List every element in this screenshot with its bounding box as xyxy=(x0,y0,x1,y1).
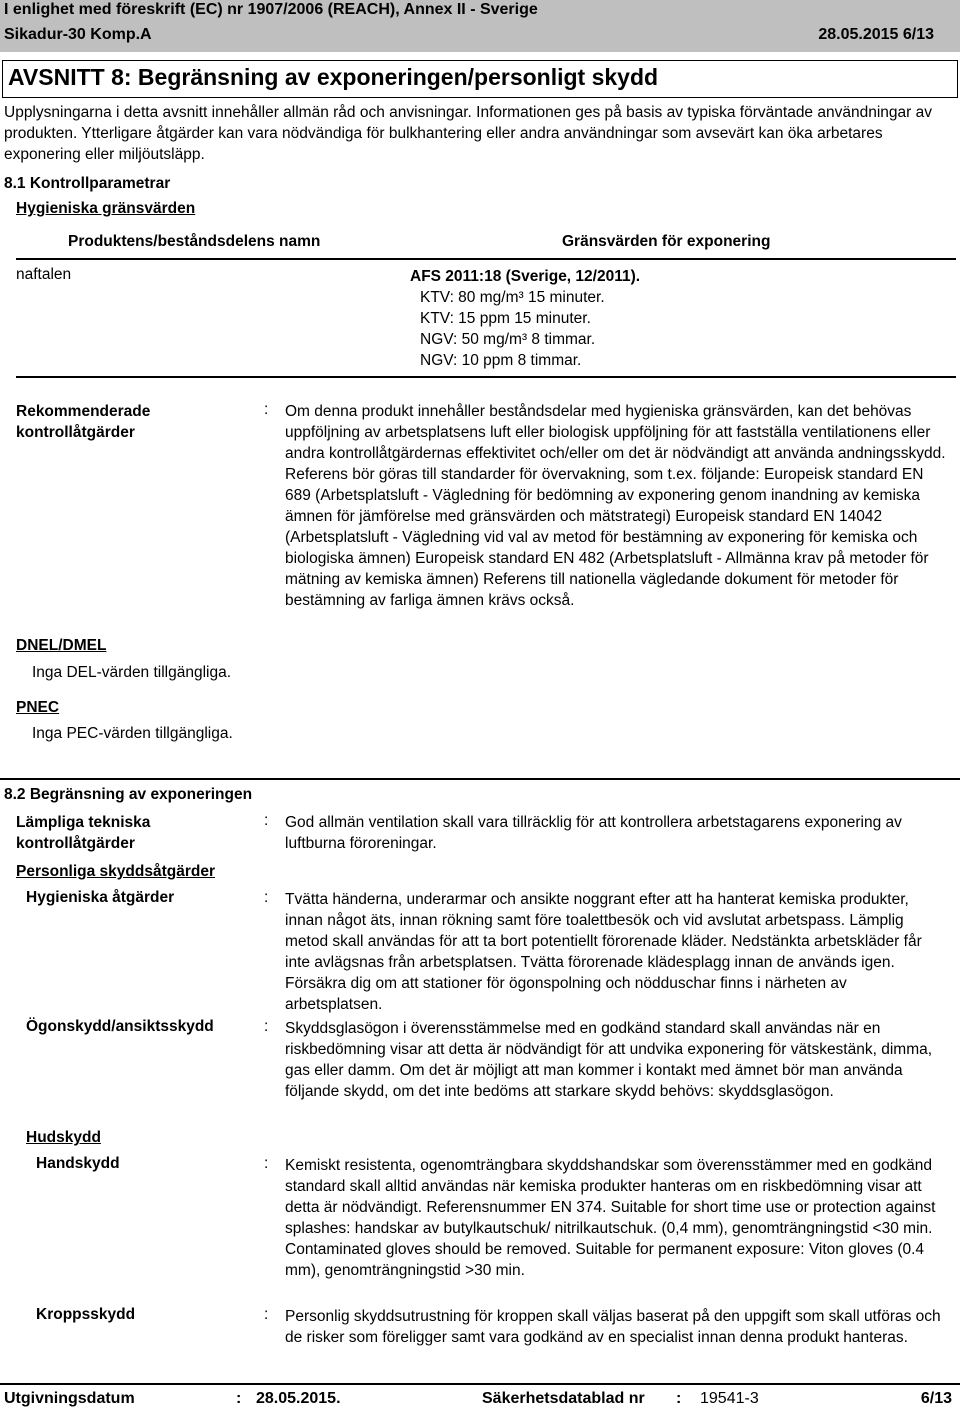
personal-protection-heading: Personliga skyddsåtgärder xyxy=(16,863,215,880)
colon: : xyxy=(264,1155,269,1172)
colon: : xyxy=(264,1306,269,1323)
hand-protection-label: Handskydd xyxy=(36,1155,120,1172)
section-divider xyxy=(0,778,960,780)
heading-8-1: 8.1 Kontrollparametrar xyxy=(4,175,171,192)
limit-value: NGV: 10 ppm 8 timmar. xyxy=(420,352,582,369)
issue-date-value: 28.05.2015. xyxy=(256,1390,341,1407)
colon: : xyxy=(236,1390,242,1407)
hygiene-measures-label: Hygieniska åtgärder xyxy=(26,889,175,906)
colon: : xyxy=(264,812,269,829)
body-protection-text: Personlig skyddsutrustning för kroppen skall väljas baserat på den uppgift som skall utföras och de risker som föreligger samt vara godkänd av en specialist innan denna produkt hanteras. xyxy=(285,1308,941,1346)
section-title: AVSNITT 8: Begränsning av exponeringen/personligt skydd xyxy=(8,64,659,90)
footer-page-number: 6/13 xyxy=(920,1390,952,1407)
pnec-text: Inga PEC-värden tillgängliga. xyxy=(32,725,233,742)
technical-controls-text: God allmän ventilation skall vara tillräcklig för att kontrollera arbetstagarens exponering av luftburna föroreningar. xyxy=(285,814,902,852)
skin-protection-heading: Hudskydd xyxy=(26,1129,101,1146)
table-header-rule xyxy=(16,258,956,260)
eye-protection-label: Ögonskydd/ansiktsskydd xyxy=(26,1018,214,1035)
sds-number-label: Säkerhetsdatablad nr xyxy=(482,1390,645,1407)
table-header-limits: Gränsvärden för exponering xyxy=(562,233,771,250)
dnel-text: Inga DEL-värden tillgängliga. xyxy=(32,664,232,681)
label-line: kontrollåtgärder xyxy=(16,835,135,852)
recommended-controls-label xyxy=(16,401,150,443)
hygiene-limits-heading: Hygieniska gränsvärden xyxy=(16,200,196,217)
table-header-name: Produktens/beståndsdelens namn xyxy=(68,233,321,250)
heading-8-2: 8.2 Begränsning av exponeringen xyxy=(4,786,253,803)
header-date-page: 28.05.2015 6/13 xyxy=(818,26,934,43)
regulation-title: I enlighet med föreskrift (EC) nr 1907/2006 (REACH), Annex II - Sverige xyxy=(4,1,538,18)
colon: : xyxy=(676,1390,682,1407)
dnel-heading: DNEL/DMEL xyxy=(16,637,107,654)
limit-source: AFS 2011:18 (Sverige, 12/2011). xyxy=(410,268,641,285)
table-bottom-rule xyxy=(16,376,956,378)
issue-date-label: Utgivningsdatum xyxy=(4,1390,135,1407)
pnec-heading: PNEC xyxy=(16,699,60,716)
limit-value: KTV: 80 mg/m³ 15 minuter. xyxy=(420,289,605,306)
footer-rule xyxy=(0,1383,960,1385)
hand-protection-text: Kemiskt resistenta, ogenomträngbara skyddshandskar som överensstämmer med en godkänd standard skall alltid användas när kemiska produkter hanteras om en riskbedömning visar att detta är nödvändigt. Referensnummer EN 374. Suitable for short time use or protection against splashes: handskar av butylkautschuk/ nitrilkautschuk. (0,4 mm), genomträngningstid <30 min. Contaminated gloves should be removed. Suitable for permanent exposure: Viton gloves (0.4 mm), genomträngningstid >30 min. xyxy=(285,1157,936,1279)
hygiene-measures-text: Tvätta händerna, underarmar och ansikte noggrant efter att ha hanterat kemiska produkter, innan något äts, innan rökning samt före toalettbesök och vid avslutat arbetspass. Lämplig metod skall användas för att ta bort potentiellt förorenade kläder. Nedstänkta arbetskläder får inte avlägsnas från arbetsplatsen. Tvätta förorenade klädesplagg innan de används igen. Försäkra dig om att stationer för ögonspolning och nödduschar finns i närheten av arbetsplatsen. xyxy=(285,891,922,1013)
label-line: Lämpliga tekniska xyxy=(16,814,151,831)
recommended-controls-text: Om denna produkt innehåller beståndsdelar med hygieniska gränsvärden, kan det behövas uppföljning av arbetsplatsens luft eller biologisk uppföljning för att fastställa ventilationens eller andra kontrollåtgärdernas effektivitet och/eller om det är nödvändigt att använda andningsskydd. Referens bör göras till standarder för övervakning, som t.ex. följande: Europeisk standard EN 689 (Arbetsplatsluft - Vägledning för bedömning av exponering genom inandning av kemiska ämnen för jämförelse med gränsvärden och mätstrategi) Europeisk standard EN 14042 (Arbetsplatsluft - Vägledning vid val av metod för bestämning av exponering för kemiska och biologiska ämnen) Europeisk standard EN 482 (Arbetsplatsluft - Allmänna krav på metoder för mätning av kemiska ämnen) Referens till nationella vägledande dokument för metoder för bestämning av farliga ämnen krävs också. xyxy=(285,403,946,609)
label-line: kontrollåtgärder xyxy=(16,424,135,441)
limit-value: NGV: 50 mg/m³ 8 timmar. xyxy=(420,331,596,348)
limit-value: KTV: 15 ppm 15 minuter. xyxy=(420,310,591,327)
colon: : xyxy=(264,1018,269,1035)
product-name: Sikadur-30 Komp.A xyxy=(4,26,152,43)
substance-name: naftalen xyxy=(16,266,72,283)
section-intro: Upplysningarna i detta avsnitt innehåller allmän råd och anvisningar. Informationen ges på basis av typiska förväntade användningar av produkten. Ytterligare åtgärder kan vara nödvändiga för bulkhantering eller andra användningar som avsevärt kan öka arbetares exponering eller miljöutsläpp. xyxy=(4,104,932,163)
label-line: Rekommenderade xyxy=(16,403,151,420)
sds-number-value: 19541-3 xyxy=(700,1390,759,1407)
eye-protection-text: Skyddsglasögon i överensstämmelse med en godkänd standard skall användas när en riskbedömning visar att detta är nödvändigt för att undvika exponering för vätskestänk, dimma, gas eller damm. Om det är möjligt att man kommer i kontakt med ämnet bör man använda följande skydd, om det inte bedöms att starkare skydd behövs: skyddsglasögon. xyxy=(285,1020,933,1100)
body-protection-label: Kroppsskydd xyxy=(36,1306,136,1323)
exposure-limits-cell xyxy=(410,266,640,371)
colon: : xyxy=(264,401,269,418)
technical-controls-label xyxy=(16,812,150,854)
colon: : xyxy=(264,889,269,906)
